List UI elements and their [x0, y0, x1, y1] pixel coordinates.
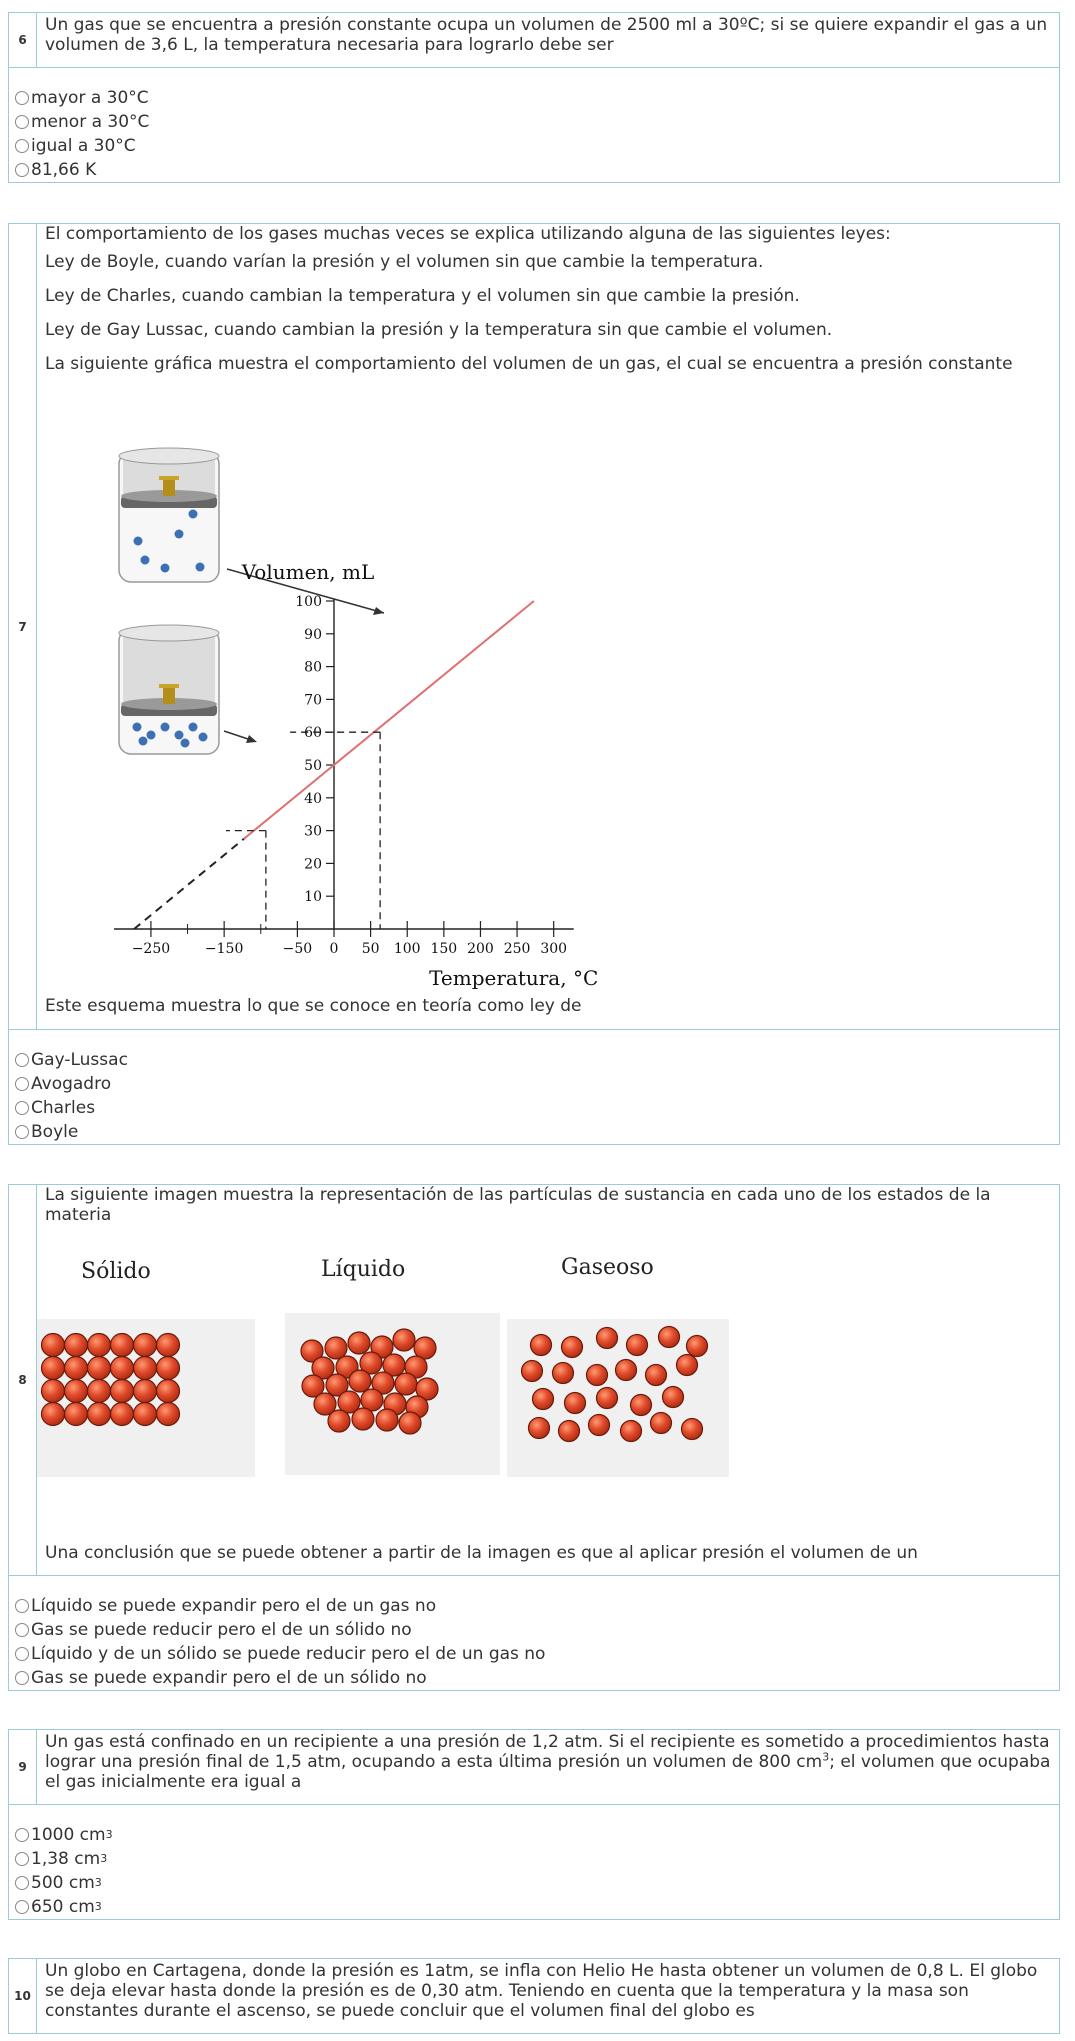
radio-button[interactable]: [15, 1053, 29, 1067]
option-label: igual a 30°C: [31, 136, 136, 156]
radio-button[interactable]: [15, 115, 29, 129]
radio-button[interactable]: [15, 1671, 29, 1685]
state-label-gas: Gaseoso: [561, 1255, 654, 1280]
option-label: Líquido y de un sólido se puede reducir pero el de un gas no: [31, 1644, 546, 1664]
y-tick-label: 20: [304, 856, 322, 873]
option-label: Gas se puede expandir pero el de un sólido no: [31, 1668, 427, 1688]
solid-particle: [157, 1380, 180, 1403]
x-tick-label: −250: [131, 941, 171, 957]
option-label: mayor a 30°C: [31, 88, 149, 108]
x-tick-label: −150: [204, 941, 244, 957]
radio-button[interactable]: [15, 1900, 29, 1914]
solid-particle: [88, 1334, 111, 1357]
option[interactable]: [15, 1666, 1059, 1690]
gas-particle: [616, 1360, 637, 1381]
option-label: Charles: [31, 1098, 96, 1118]
question-7-stem: [8, 223, 1060, 1030]
gas-particle: [597, 1328, 618, 1349]
y-axis-label: Volumen, mL: [241, 560, 375, 584]
y-tick-label: 40: [304, 790, 322, 807]
solid-particle: [111, 1380, 134, 1403]
data-line: [244, 601, 534, 839]
question-9-options: [8, 1805, 1060, 1920]
x-tick-label: −50: [282, 941, 313, 957]
question-7-options: [8, 1030, 1060, 1145]
x-tick-label: 50: [361, 941, 380, 957]
solid-particle: [134, 1403, 157, 1426]
boyle-law-text: Ley de Boyle, cuando varían la presión y el volumen sin que cambie la temperatura.: [45, 252, 764, 272]
solid-particle: [111, 1403, 134, 1426]
gas-particle: [627, 1335, 648, 1356]
option[interactable]: 650 cm 3: [15, 1895, 1059, 1919]
option[interactable]: [15, 1642, 1059, 1666]
option[interactable]: 1,38 cm 3: [15, 1847, 1059, 1871]
x-tick-label: 300: [540, 941, 568, 957]
radio-button[interactable]: [15, 139, 29, 153]
question-number: 9: [9, 1730, 37, 1804]
graph-intro-text: La siguiente gráfica muestra el comportamiento del volumen de un gas, el cual se encuentra a presión constante: [45, 354, 1013, 374]
option-label: Gas se puede reducir pero el de un sólido no: [31, 1620, 412, 1640]
question-text-part: Un gas está confinado en un recipiente a una presión de 1,2 atm. Si el recipiente es sometido a procedimientos hasta lograr una presión final de 1,5 atm, ocupando a esta última presión un volumen de 800 cm: [45, 1732, 1050, 1772]
y-tick-label: 70: [304, 692, 322, 709]
gas-particle: [559, 1421, 580, 1442]
radio-button[interactable]: [15, 163, 29, 177]
radio-button[interactable]: [15, 1852, 29, 1866]
gas-particle: [529, 1418, 550, 1439]
option-label: 500: [31, 1873, 64, 1893]
x-tick-label: 150: [430, 941, 458, 957]
option-unit: cm: [68, 1897, 95, 1917]
liquid-particle: [348, 1332, 370, 1354]
solid-particle: [65, 1380, 88, 1403]
option-label: 81,66 K: [31, 160, 97, 180]
option-label: menor a 30°C: [31, 112, 150, 132]
solid-particle: [42, 1403, 65, 1426]
solid-particle: [88, 1380, 111, 1403]
solid-particle: [65, 1334, 88, 1357]
gas-particle: [621, 1421, 642, 1442]
option-label: Boyle: [31, 1122, 79, 1142]
radio-button[interactable]: [15, 1828, 29, 1842]
question-number: 6: [9, 13, 37, 67]
liquid-particle: [349, 1370, 371, 1392]
option[interactable]: 1000 cm 3: [15, 1823, 1059, 1847]
superscript: 3: [822, 1750, 830, 1764]
solid-particle: [42, 1334, 65, 1357]
option-unit: cm: [74, 1849, 101, 1869]
question-prompt: Este esquema muestra lo que se conoce en teoría como ley de: [45, 996, 582, 1016]
gas-particle: [687, 1336, 708, 1357]
liquid-particle: [325, 1337, 347, 1359]
gas-particle: [646, 1365, 667, 1386]
option[interactable]: [15, 1594, 1059, 1618]
option-label: Avogadro: [31, 1074, 112, 1094]
gas-particle: [565, 1393, 586, 1414]
solid-particle: [134, 1380, 157, 1403]
y-tick-label: 10: [304, 889, 322, 906]
question-text-part: ; el volumen que ocupaba el gas inicialmente era igual a: [45, 1752, 1051, 1792]
x-tick-label: 250: [503, 941, 531, 957]
solid-particle: [88, 1357, 111, 1380]
liquid-particle: [328, 1410, 350, 1432]
gas-particle: [531, 1335, 552, 1356]
question-text: La siguiente imagen muestra la representación de las partículas de sustancia en cada uno de los estados de la materia: [45, 1185, 991, 1225]
question-number: 10: [9, 1959, 37, 2033]
question-9-stem: [8, 1729, 1060, 1805]
option-label: 650: [31, 1897, 64, 1917]
radio-button[interactable]: [15, 1125, 29, 1139]
question-number: 8: [9, 1185, 37, 1575]
radio-button[interactable]: [15, 1876, 29, 1890]
option[interactable]: [15, 1120, 1059, 1144]
gas-particle: [682, 1419, 703, 1440]
y-tick-label: 100: [295, 594, 322, 610]
gas-particle: [597, 1388, 618, 1409]
intro-text: El comportamiento de los gases muchas veces se explica utilizando alguna de las siguientes leyes:: [45, 224, 891, 244]
solid-particle: [42, 1357, 65, 1380]
option[interactable]: [15, 1072, 1059, 1096]
option-label: Líquido se puede expandir pero el de un gas no: [31, 1596, 437, 1616]
gas-particle: [631, 1395, 652, 1416]
question-6-options: [8, 68, 1060, 183]
solid-particle: [88, 1403, 111, 1426]
y-tick-label: 30: [304, 823, 322, 840]
liquid-particle: [395, 1373, 417, 1395]
option-unit: cm: [79, 1825, 106, 1845]
option[interactable]: [15, 1096, 1059, 1120]
question-text: Un globo en Cartagena, donde la presión es 1atm, se infla con Helio He hasta obtener un volumen de 0,8 L. El globo se deja elevar hasta donde la presión es de 0,30 atm. Teniendo en cuenta que la temperatura y la masa son constantes durante el ascenso, se puede concluir que el volumen final del globo es: [45, 1961, 1038, 2021]
question-8-options: [8, 1576, 1060, 1691]
cylinder-icon: [119, 448, 219, 582]
radio-button[interactable]: [15, 1101, 29, 1115]
solid-particle: [134, 1334, 157, 1357]
solid-particle: [157, 1334, 180, 1357]
liquid-particle: [393, 1329, 415, 1351]
gas-particle: [553, 1363, 574, 1384]
solid-particle: [65, 1357, 88, 1380]
question-text: Un gas que se encuentra a presión constante ocupa un volumen de 2500 ml a 30ºC; si se quiere expandir el gas a un volumen de 3,6 L, la temperatura necesaria para lograrlo debe ser: [45, 15, 1048, 55]
option-label: 1,38: [31, 1849, 69, 1869]
cylinder-icon: [119, 625, 219, 754]
question-6-stem: [8, 12, 1060, 68]
solid-particle: [157, 1357, 180, 1380]
option[interactable]: [15, 1048, 1059, 1072]
gas-particle: [651, 1413, 672, 1434]
solid-particle: [157, 1403, 180, 1426]
y-tick-label: 80: [304, 659, 322, 676]
y-tick-label: 60: [304, 725, 322, 742]
x-axis-label: Temperatura, °C: [429, 966, 599, 990]
question-text: [37, 1730, 1059, 1798]
extrapolation-line: [134, 839, 244, 929]
question-10-stem: [8, 1958, 1060, 2034]
liquid-particle: [376, 1409, 398, 1431]
option[interactable]: 500 cm 3: [15, 1871, 1059, 1895]
option[interactable]: [15, 110, 1059, 134]
radio-button[interactable]: [15, 1647, 29, 1661]
gas-particle: [659, 1327, 680, 1348]
option[interactable]: [15, 86, 1059, 110]
state-label-solid: Sólido: [81, 1259, 151, 1284]
option-unit: cm: [68, 1873, 95, 1893]
gas-particle: [562, 1337, 583, 1358]
gas-particle: [589, 1415, 610, 1436]
charles-law-text: Ley de Charles, cuando cambian la temperatura y el volumen sin que cambie la presión.: [45, 286, 800, 306]
states-of-matter-figure: [37, 1313, 757, 1483]
question-prompt: Una conclusión que se puede obtener a partir de la imagen es que al aplicar presión el volumen de un: [45, 1543, 918, 1563]
option[interactable]: [15, 134, 1059, 158]
question-number: 7: [9, 224, 37, 1029]
radio-button[interactable]: [15, 91, 29, 105]
volume-temperature-chart: [69, 404, 669, 990]
solid-particle: [42, 1380, 65, 1403]
solid-particle: [111, 1334, 134, 1357]
radio-button[interactable]: [15, 1599, 29, 1613]
x-tick-label: 0: [329, 941, 339, 957]
radio-button[interactable]: [15, 1623, 29, 1637]
gas-particle: [663, 1387, 684, 1408]
liquid-particle: [399, 1412, 421, 1434]
radio-button[interactable]: [15, 1077, 29, 1091]
gas-particle: [587, 1365, 608, 1386]
option[interactable]: [15, 158, 1059, 182]
solid-particle: [65, 1403, 88, 1426]
liquid-particle: [352, 1408, 374, 1430]
gay-lussac-law-text: Ley de Gay Lussac, cuando cambian la presión y la temperatura sin que cambie el volumen.: [45, 320, 833, 340]
option-label: Gay-Lussac: [31, 1050, 128, 1070]
question-text-block: [37, 224, 1059, 394]
solid-particle: [111, 1357, 134, 1380]
question-8-stem: [8, 1184, 1060, 1576]
y-tick-label: 90: [304, 626, 322, 643]
state-label-liquid: Líquido: [321, 1257, 406, 1282]
solid-particle: [134, 1357, 157, 1380]
gas-particle: [522, 1361, 543, 1382]
y-tick-label: 50: [304, 758, 322, 774]
gas-particle: [677, 1355, 698, 1376]
gas-particle: [533, 1389, 554, 1410]
x-tick-label: 200: [467, 941, 494, 957]
option[interactable]: [15, 1618, 1059, 1642]
x-tick-label: 100: [393, 941, 421, 957]
option-label: 1000: [31, 1825, 75, 1845]
